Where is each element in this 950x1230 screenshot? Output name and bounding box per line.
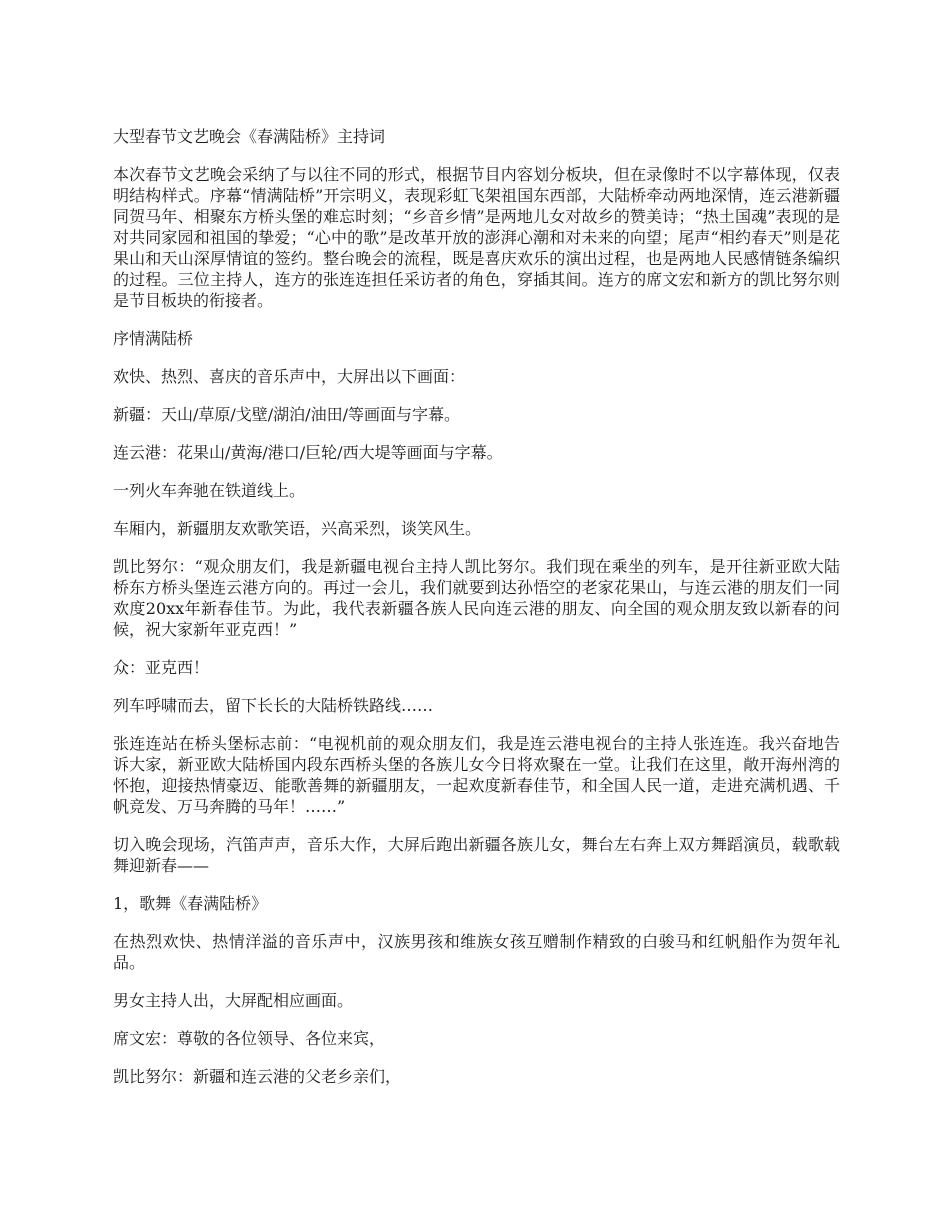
dialogue-paragraph: 张连连站在桥头堡标志前：“电视机前的观众朋友们，我是连云港电视台的主持人张连连。我兴奋地告诉大家，新亚欧大陆桥国内段东西桥头堡的各族儿女今日将欢聚在一堂。让我们在这里，敞开海州湾的怀抱，迎接热情豪迈、能歌善舞的新疆朋友，一起欢度新春佳节，和全国人民一道，走进充满机遇、千帆竞发、万马奔腾的马年！……” bbox=[113, 734, 840, 816]
section-heading-prologue: 序情满陆桥 bbox=[113, 329, 194, 348]
dialogue-paragraph: 席文宏：尊敬的各位领导、各位来宾， bbox=[113, 1029, 386, 1048]
document-title: 大型春节文艺晚会《春满陆桥》主持词 bbox=[113, 127, 386, 146]
intro-paragraph: 本次春节文艺晚会采纳了与以往不同的形式，根据节目内容划分板块，但在录像时不以字幕体现，仅表明结构样式。序幕“情满陆桥”开宗明义，表现彩虹飞架祖国东西部，大陆桥牵动两地深情，连云港新疆同贺马年、相聚东方桥头堡的难忘时刻；“乡音乡情”是两地儿女对故乡的赞美诗；“热土国魂”表现的是对共同家园和祖国的挚爱；“心中的歌”是改革开放的澎湃心潮和对未来的向望；尾声“相约春天”则是花果山和天山深厚情谊的签约。整台晚会的流程，既是喜庆欢乐的演出过程，也是两地人民感情链条编织的过程。三位主持人，连方的张连连担任采访者的角色，穿插其间。连方的席文宏和新方的凯比努尔则是节目板块的衔接者。 bbox=[113, 165, 840, 310]
paragraph: 男女主持人出，大屏配相应画面。 bbox=[113, 991, 354, 1010]
paragraph: 列车呼啸而去，留下长长的大陆桥铁路线…… bbox=[113, 696, 434, 715]
dialogue-paragraph: 众：亚克西！ bbox=[113, 658, 210, 677]
paragraph: 车厢内，新疆朋友欢歌笑语，兴高采烈，谈笑风生。 bbox=[113, 519, 482, 538]
paragraph: 一列火车奔驰在铁道线上。 bbox=[113, 481, 306, 500]
paragraph: 新疆：天山/草原/戈壁/湖泊/油田/等画面与字幕。 bbox=[113, 405, 460, 424]
dialogue-paragraph: 凯比努尔：新疆和连云港的父老乡亲们， bbox=[113, 1067, 402, 1086]
dialogue-paragraph: 凯比努尔：“观众朋友们，我是新疆电视台主持人凯比努尔。我们现在乘坐的列车，是开往新亚欧大陆桥东方桥头堡连云港方向的。再过一会儿，我们就要到达孙悟空的老家花果山，与连云港的朋友们一同欢度20xx年新春佳节。为此，我代表新疆各族人民向连云港的朋友、向全国的观众朋友致以新春的问候，祝大家新年亚克西！” bbox=[113, 557, 840, 639]
paragraph: 切入晚会现场，汽笛声声，音乐大作，大屏后跑出新疆各族儿女，舞台左右奔上双方舞蹈演员，载歌载舞迎新春—— bbox=[113, 835, 840, 875]
program-item-heading: 1，歌舞《春满陆桥》 bbox=[113, 894, 268, 913]
paragraph: 在热烈欢快、热情洋溢的音乐声中，汉族男孩和维族女孩互赠制作精致的白骏马和红帆船作为贺年礼品。 bbox=[113, 932, 840, 972]
document-body bbox=[113, 126, 840, 1104]
paragraph: 连云港：花果山/黄海/港口/巨轮/西大堤等画面与字幕。 bbox=[113, 443, 503, 462]
paragraph: 欢快、热烈、喜庆的音乐声中，大屏出以下画面： bbox=[113, 367, 466, 386]
